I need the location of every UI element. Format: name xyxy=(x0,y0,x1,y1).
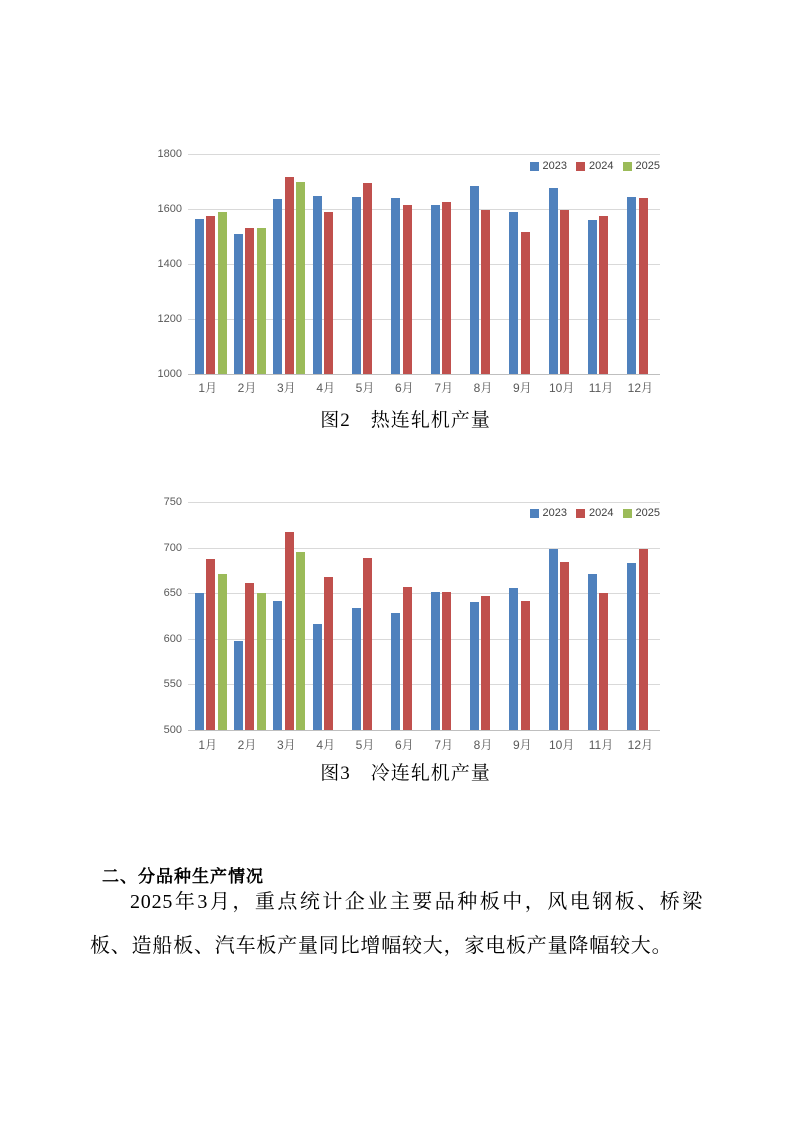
x-tick-label: 8月 xyxy=(473,738,493,752)
bar-2024-4月 xyxy=(324,212,333,374)
legend-label: 2023 xyxy=(542,507,568,519)
y-tick-label: 1200 xyxy=(157,313,182,325)
bar-2024-3月 xyxy=(285,532,294,730)
legend-label: 2023 xyxy=(542,160,568,172)
bar-2025-1月 xyxy=(218,574,227,730)
legend-item-2023 xyxy=(530,160,567,172)
bar-2024-3月 xyxy=(285,177,294,374)
x-tick-label: 6月 xyxy=(394,738,414,752)
bar-2024-7月 xyxy=(442,202,451,374)
plot-area xyxy=(188,502,660,731)
legend-swatch xyxy=(576,162,585,171)
bar-2024-9月 xyxy=(521,601,530,730)
bar-2024-6月 xyxy=(403,587,412,730)
x-tick-label: 4月 xyxy=(316,381,335,395)
legend-swatch xyxy=(530,509,539,518)
bar-2023-10月 xyxy=(549,188,558,374)
legend-swatch xyxy=(576,509,585,518)
figure-caption: 图3 冷连轧机产量 xyxy=(320,763,491,784)
bar-2025-3月 xyxy=(296,182,305,374)
bar-2023-11月 xyxy=(588,220,597,374)
x-tick-label: 9月 xyxy=(512,738,532,752)
section-heading: 二、分品种生产情况 xyxy=(102,867,264,887)
bar-2023-3月 xyxy=(273,601,282,731)
x-tick-label: 3月 xyxy=(276,381,296,395)
y-tick-label: 700 xyxy=(163,541,182,554)
x-tick-label: 9月 xyxy=(512,381,532,395)
bar-2024-1月 xyxy=(206,559,215,730)
x-tick-label: 5月 xyxy=(355,738,375,752)
bar-2024-8月 xyxy=(481,210,490,374)
bar-2023-1月 xyxy=(195,219,204,374)
figure-caption: 图2 热连轧机产量 xyxy=(320,410,491,431)
bar-2025-1月 xyxy=(218,212,227,374)
bar-2025-3月 xyxy=(296,552,305,730)
bar-2025-2月 xyxy=(257,228,266,374)
gridline xyxy=(188,548,660,549)
bar-2023-5月 xyxy=(352,197,361,374)
bar-2023-12月 xyxy=(627,563,636,730)
y-tick-label: 650 xyxy=(163,587,182,600)
bar-2024-12月 xyxy=(639,549,648,730)
legend-item-2025 xyxy=(623,507,660,519)
x-tick-label: 12月 xyxy=(627,381,653,395)
y-tick-label: 550 xyxy=(163,678,182,691)
y-tick-label: 500 xyxy=(163,724,182,736)
legend-swatch xyxy=(623,509,632,518)
legend xyxy=(530,507,660,519)
y-tick-label: 1600 xyxy=(157,203,182,215)
bar-2024-2月 xyxy=(245,228,254,374)
bar-2023-8月 xyxy=(470,602,479,730)
bar-2023-7月 xyxy=(431,205,440,374)
bar-2024-12月 xyxy=(639,198,648,374)
bar-2023-3月 xyxy=(273,199,282,374)
x-tick-label: 5月 xyxy=(355,381,375,395)
x-tick-label: 12月 xyxy=(627,738,653,752)
bar-2024-2月 xyxy=(245,583,254,730)
x-tick-label: 10月 xyxy=(548,738,575,752)
bar-2024-6月 xyxy=(403,205,412,374)
x-tick-label: 7月 xyxy=(434,738,453,752)
bar-2023-8月 xyxy=(470,186,479,374)
legend-item-2023 xyxy=(530,507,567,519)
bar-2024-11月 xyxy=(599,593,608,730)
figure-cold-rolling-mill-chart xyxy=(148,490,663,790)
y-tick-label: 600 xyxy=(163,632,182,645)
bar-2023-10月 xyxy=(549,549,558,730)
bar-2024-8月 xyxy=(481,596,490,730)
bar-2024-10月 xyxy=(560,562,569,730)
legend-label: 2024 xyxy=(589,160,614,172)
legend-label: 2024 xyxy=(589,507,614,519)
x-tick-label: 8月 xyxy=(473,381,493,395)
y-tick-label: 1800 xyxy=(157,148,182,160)
x-tick-label: 2月 xyxy=(237,738,257,752)
x-tick-label: 1月 xyxy=(198,381,217,395)
y-tick-label: 750 xyxy=(163,496,182,508)
legend-item-2024 xyxy=(576,507,613,519)
x-tick-label: 11月 xyxy=(588,381,614,395)
bar-2023-6月 xyxy=(391,198,400,374)
legend-swatch xyxy=(623,162,632,171)
legend-label: 2025 xyxy=(635,507,660,519)
x-axis-labels xyxy=(148,379,663,395)
bar-2024-10月 xyxy=(560,210,569,374)
gridline xyxy=(188,154,660,155)
plot-area xyxy=(188,154,660,375)
x-tick-label: 11月 xyxy=(588,738,614,752)
paragraph-line-1: 2025年3月，重点统计企业主要品种板中，风电钢板、桥梁 xyxy=(130,891,703,913)
x-tick-label: 6月 xyxy=(394,381,414,395)
y-tick-label: 1000 xyxy=(157,368,182,380)
bar-2024-1月 xyxy=(206,216,215,374)
bar-2023-5月 xyxy=(352,608,361,730)
legend-label: 2025 xyxy=(635,160,660,172)
bar-2025-2月 xyxy=(257,593,266,730)
bar-2023-12月 xyxy=(627,197,636,374)
gridline xyxy=(188,209,660,210)
x-tick-label: 2月 xyxy=(237,381,257,395)
bar-2023-11月 xyxy=(588,574,597,730)
bar-2024-7月 xyxy=(442,592,451,730)
bar-2024-4月 xyxy=(324,577,333,730)
bar-2024-11月 xyxy=(599,216,608,374)
paragraph-line-2: 板、造船板、汽车板产量同比增幅较大，家电板产量降幅较大。 xyxy=(90,935,673,957)
bar-2024-5月 xyxy=(363,558,372,730)
bar-2023-2月 xyxy=(234,234,243,374)
body-paragraph xyxy=(90,880,703,968)
bar-2023-9月 xyxy=(509,212,518,374)
gridline xyxy=(188,502,660,503)
figure-hot-rolling-mill-chart xyxy=(148,143,663,443)
bar-2023-7月 xyxy=(431,592,440,730)
y-tick-label: 1400 xyxy=(157,258,182,270)
x-axis-labels xyxy=(148,736,663,752)
bar-2024-5月 xyxy=(363,183,372,374)
bar-2024-9月 xyxy=(521,232,530,374)
x-tick-label: 4月 xyxy=(316,738,335,752)
legend-swatch xyxy=(530,162,539,171)
bar-2023-2月 xyxy=(234,641,243,730)
bar-2023-4月 xyxy=(313,624,322,730)
x-tick-label: 1月 xyxy=(198,738,217,752)
x-tick-label: 7月 xyxy=(434,381,453,395)
bar-2023-9月 xyxy=(509,588,518,730)
x-tick-label: 10月 xyxy=(548,381,575,395)
bar-2023-6月 xyxy=(391,613,400,730)
x-tick-label: 3月 xyxy=(276,738,296,752)
legend xyxy=(530,160,660,172)
legend-item-2025 xyxy=(623,160,660,172)
bar-2023-4月 xyxy=(313,196,322,374)
legend-item-2024 xyxy=(576,160,613,172)
bar-2023-1月 xyxy=(195,593,204,730)
